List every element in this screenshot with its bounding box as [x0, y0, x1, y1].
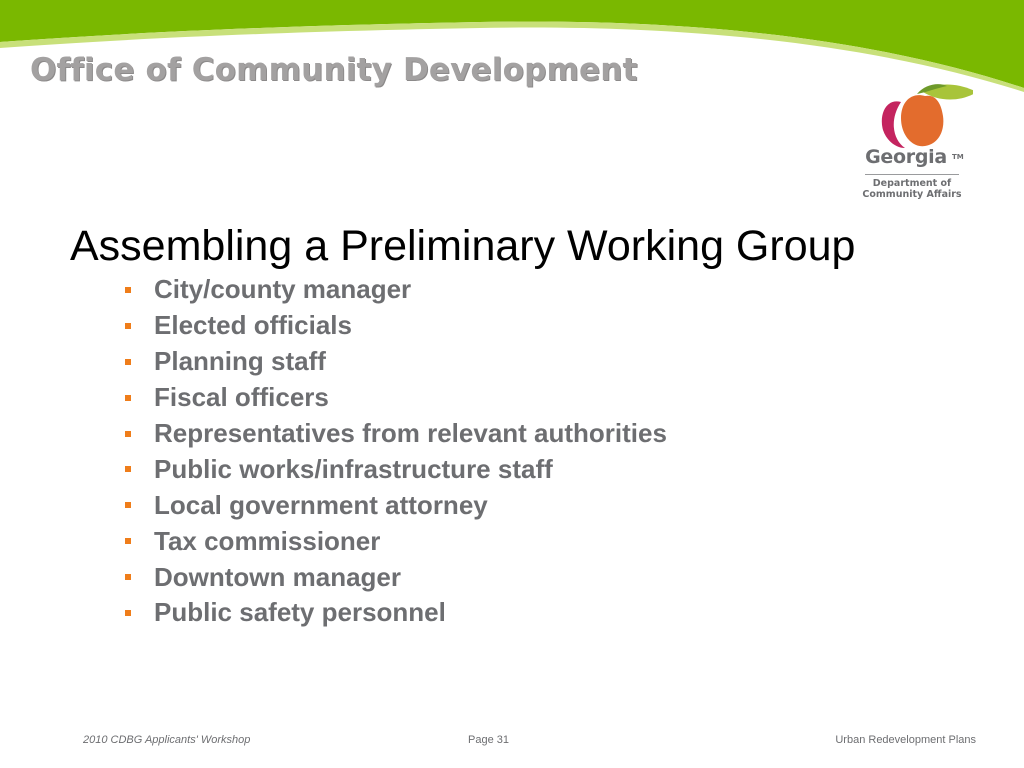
bullet-square-icon [125, 502, 131, 508]
footer-workshop: 2010 CDBG Applicants' Workshop [83, 734, 251, 746]
bullet-text: Planning staff [154, 346, 326, 377]
logo-trademark: TM [952, 153, 964, 161]
bullet-item [122, 272, 667, 308]
bullet-item [122, 523, 667, 559]
logo-dept-line1: Department of [872, 178, 952, 189]
bullet-item [122, 559, 667, 595]
bullet-list [122, 272, 667, 631]
bullet-text: Representatives from relevant authorities [154, 418, 667, 448]
bullet-square-icon [125, 323, 131, 329]
bullet-square-icon [125, 359, 131, 365]
bullet-text: Local government attorney [154, 489, 488, 520]
footer-section-title: Urban Redevelopment Plans [835, 734, 976, 746]
bullet-text: Downtown manager [154, 561, 402, 592]
dca-logo [855, 80, 973, 204]
bullet-item [122, 344, 667, 380]
logo-dept-line2: Community Affairs [862, 189, 962, 200]
bullet-square-icon [125, 287, 131, 293]
header-title: Office of Community Development [30, 52, 638, 88]
bullet-square-icon [125, 395, 131, 401]
footer-page-number: Page 31 [468, 734, 509, 746]
bullet-item [122, 380, 667, 416]
slide-title: Assembling a Preliminary Working Group [70, 222, 856, 270]
bullet-square-icon [125, 538, 131, 544]
bullet-item [122, 308, 667, 344]
logo-divider [865, 174, 959, 175]
peach-icon [855, 80, 973, 150]
bullet-item [122, 595, 667, 631]
bullet-square-icon [125, 431, 131, 437]
bullet-item [122, 487, 667, 523]
bullet-item [122, 416, 667, 452]
bullet-text: Public safety personnel [154, 597, 446, 628]
bullet-text: City/county manager [154, 274, 412, 305]
logo-department [855, 178, 969, 200]
bullet-text: Public works/infrastructure staff [154, 453, 553, 484]
bullet-text: Tax commissioner [154, 525, 381, 556]
logo-name: Georgia [865, 146, 947, 168]
bullet-square-icon [125, 610, 131, 616]
bullet-text: Fiscal officers [154, 382, 329, 413]
bullet-square-icon [125, 466, 131, 472]
bullet-text: Elected officials [154, 310, 352, 341]
bullet-square-icon [125, 574, 131, 580]
bullet-item [122, 451, 667, 487]
